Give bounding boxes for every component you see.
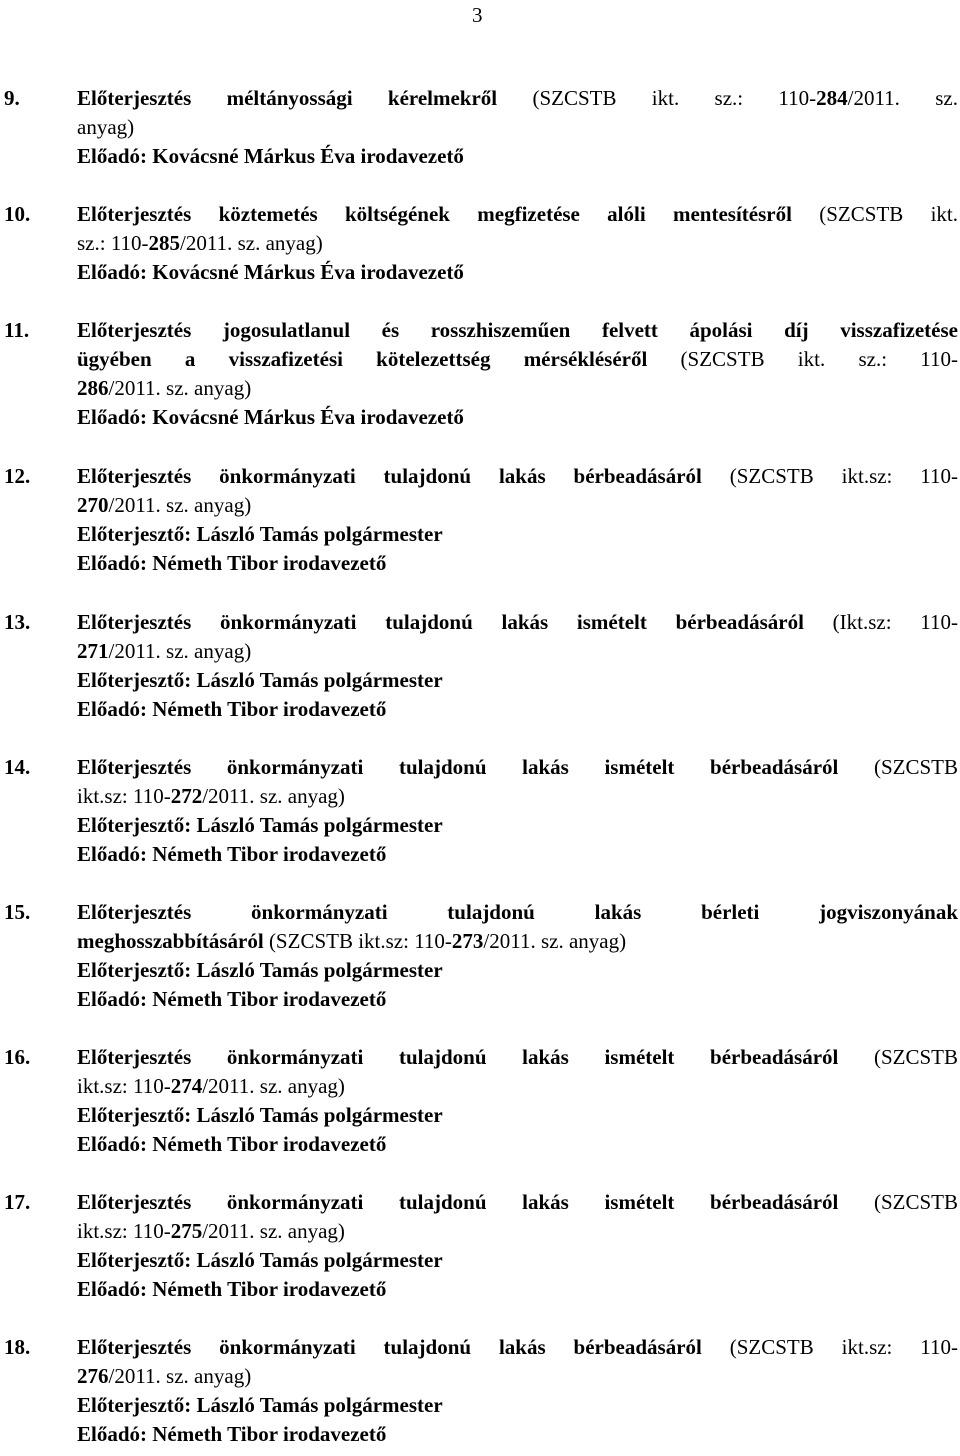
agenda-item-line: [77, 956, 443, 985]
bold-text: Előterjesztő: László Tamás polgármester: [77, 1393, 443, 1417]
bold-text: 271: [77, 639, 109, 663]
bold-text: Előadó: Németh Tibor irodavezető: [77, 842, 387, 866]
agenda-item-line: [77, 695, 386, 724]
bold-text: 285: [148, 231, 181, 255]
agenda-item-line: [77, 229, 323, 258]
agenda-item-line: [77, 608, 958, 637]
regular-text: ikt.sz: 110-: [77, 784, 171, 808]
bold-text: Előterjesztés önkormányzati tulajdonú lakás bérbeadásáról: [77, 1335, 702, 1359]
bold-text: Előterjesztő: László Tamás polgármester: [77, 1103, 443, 1127]
agenda-item-line: [77, 1217, 345, 1246]
regular-text: (Ikt.sz: 110-: [803, 610, 958, 634]
agenda-item-line: [77, 1420, 386, 1449]
agenda-item-line: [77, 927, 626, 956]
agenda-item-line: [77, 520, 443, 549]
bold-text: Előadó: Németh Tibor irodavezető: [77, 697, 387, 721]
bold-text: meghosszabbításáról: [77, 929, 264, 953]
agenda-item-line: [77, 549, 386, 578]
agenda-item-number: 18.: [4, 1335, 31, 1359]
bold-text: Előterjesztő: László Tamás polgármester: [77, 668, 443, 692]
bold-text: Előterjesztés önkormányzati tulajdonú lakás bérleti jogviszonyának: [77, 900, 958, 924]
agenda-item-line: [77, 666, 443, 695]
agenda-item-number: 10.: [4, 202, 31, 226]
bold-text: Előadó: Németh Tibor irodavezető: [77, 987, 387, 1011]
agenda-item-line: [77, 1072, 345, 1101]
regular-text: sz.: 110-: [77, 231, 149, 255]
regular-text: (SZCSTB ikt.sz: 110-: [701, 1335, 958, 1359]
agenda-item-line: [77, 403, 464, 432]
agenda-item-line: [77, 258, 464, 287]
bold-text: Előadó: Németh Tibor irodavezető: [77, 1132, 387, 1156]
bold-text: 286: [77, 376, 109, 400]
regular-text: /2011. sz. anyag): [108, 493, 252, 517]
regular-text: /2011. sz. anyag): [483, 929, 627, 953]
agenda-item-line: [77, 345, 958, 374]
bold-text: Előterjesztő: László Tamás polgármester: [77, 813, 443, 837]
regular-text: (SZCSTB ikt. sz.: 110-: [497, 86, 817, 110]
agenda-item-line: [77, 985, 386, 1014]
agenda-item-number: 14.: [4, 755, 31, 779]
agenda-item-number: 11.: [4, 318, 30, 342]
bold-text: 275: [170, 1219, 203, 1243]
bold-text: Előterjesztés önkormányzati tulajdonú lakás ismételt bérbeadásáról: [77, 1190, 839, 1214]
regular-text: ikt.sz: 110-: [77, 1074, 171, 1098]
regular-text: (SZCSTB: [838, 755, 958, 779]
agenda-item-line: [77, 113, 134, 142]
bold-text: Előadó: Németh Tibor irodavezető: [77, 1277, 387, 1301]
agenda-item-number: 9.: [4, 86, 20, 110]
agenda-item-line: [77, 84, 958, 113]
agenda-item-line: [77, 1391, 443, 1420]
bold-text: Előadó: Németh Tibor irodavezető: [77, 551, 387, 575]
regular-text: /2011. sz. anyag): [202, 1074, 345, 1098]
agenda-item-number: 12.: [4, 464, 31, 488]
agenda-item-line: [77, 1246, 443, 1275]
agenda-item-number: 16.: [4, 1045, 31, 1069]
regular-text: (SZCSTB: [838, 1190, 958, 1214]
regular-text: /2011. sz. anyag): [180, 231, 323, 255]
bold-text: Előterjesztő: László Tamás polgármester: [77, 958, 443, 982]
bold-text: 273: [451, 929, 484, 953]
agenda-item-number: 15.: [4, 900, 31, 924]
regular-text: /2011. sz. anyag): [108, 376, 252, 400]
bold-text: Előterjesztő: László Tamás polgármester: [77, 522, 443, 546]
agenda-item-line: [77, 491, 251, 520]
agenda-item-line: [77, 462, 958, 491]
bold-text: Előterjesztés önkormányzati tulajdonú lakás ismételt bérbeadásáról: [77, 755, 839, 779]
agenda-item-number: 17.: [4, 1190, 31, 1214]
bold-text: Előadó: Németh Tibor irodavezető: [77, 1422, 387, 1446]
agenda-item-line: [77, 316, 958, 345]
regular-text: /2011. sz. anyag): [202, 784, 345, 808]
agenda-item-line: [77, 374, 251, 403]
bold-text: ügyében a visszafizetési kötelezettség mérsékléséről: [77, 347, 648, 371]
agenda-item-line: [77, 637, 251, 666]
agenda-item-number: 13.: [4, 610, 31, 634]
bold-text: 270: [77, 493, 109, 517]
agenda-item-line: [77, 753, 958, 782]
regular-text: (SZCSTB ikt. sz.: 110-: [647, 347, 958, 371]
regular-text: (SZCSTB ikt.sz: 110-: [263, 929, 452, 953]
bold-text: 274: [170, 1074, 203, 1098]
regular-text: ikt.sz: 110-: [77, 1219, 171, 1243]
regular-text: (SZCSTB ikt.: [791, 202, 958, 226]
bold-text: Előterjesztés méltányossági kérelmekről: [77, 86, 498, 110]
regular-text: /2011. sz. anyag): [108, 639, 252, 663]
page-number: 3: [472, 3, 483, 27]
agenda-item-line: [77, 1362, 251, 1391]
agenda-item-line: [77, 142, 464, 171]
agenda-item-line: [77, 1275, 386, 1304]
agenda-item-line: [77, 782, 345, 811]
agenda-item-line: [77, 1130, 386, 1159]
regular-text: /2011. sz. anyag): [202, 1219, 345, 1243]
bold-text: Előadó: Kovácsné Márkus Éva irodavezető: [77, 144, 464, 168]
bold-text: 276: [77, 1364, 109, 1388]
agenda-item-line: [77, 1043, 958, 1072]
agenda-item-line: [77, 1188, 958, 1217]
bold-text: Előterjesztés önkormányzati tulajdonú lakás ismételt bérbeadásáról: [77, 610, 804, 634]
bold-text: Előterjesztés jogosulatlanul és rosszhiszeműen felvett ápolási díj visszafizetése: [77, 318, 958, 342]
bold-text: Előadó: Kovácsné Márkus Éva irodavezető: [77, 260, 464, 284]
regular-text: (SZCSTB: [838, 1045, 958, 1069]
agenda-item-line: [77, 1101, 443, 1130]
bold-text: 284: [816, 86, 848, 110]
agenda-item-line: [77, 840, 386, 869]
bold-text: Előterjesztés önkormányzati tulajdonú lakás bérbeadásáról: [77, 464, 702, 488]
bold-text: Előterjesztés köztemetés költségének megfizetése alóli mentesítésről: [77, 202, 792, 226]
regular-text: (SZCSTB ikt.sz: 110-: [701, 464, 958, 488]
regular-text: /2011. sz.: [847, 86, 958, 110]
regular-text: /2011. sz. anyag): [108, 1364, 252, 1388]
bold-text: Előterjesztő: László Tamás polgármester: [77, 1248, 443, 1272]
agenda-item-line: [77, 811, 443, 840]
bold-text: Előadó: Kovácsné Márkus Éva irodavezető: [77, 405, 464, 429]
agenda-item-line: [77, 200, 958, 229]
regular-text: anyag): [77, 115, 135, 139]
bold-text: 272: [170, 784, 203, 808]
bold-text: Előterjesztés önkormányzati tulajdonú lakás ismételt bérbeadásáról: [77, 1045, 839, 1069]
agenda-item-line: [77, 898, 958, 927]
agenda-item-line: [77, 1333, 958, 1362]
